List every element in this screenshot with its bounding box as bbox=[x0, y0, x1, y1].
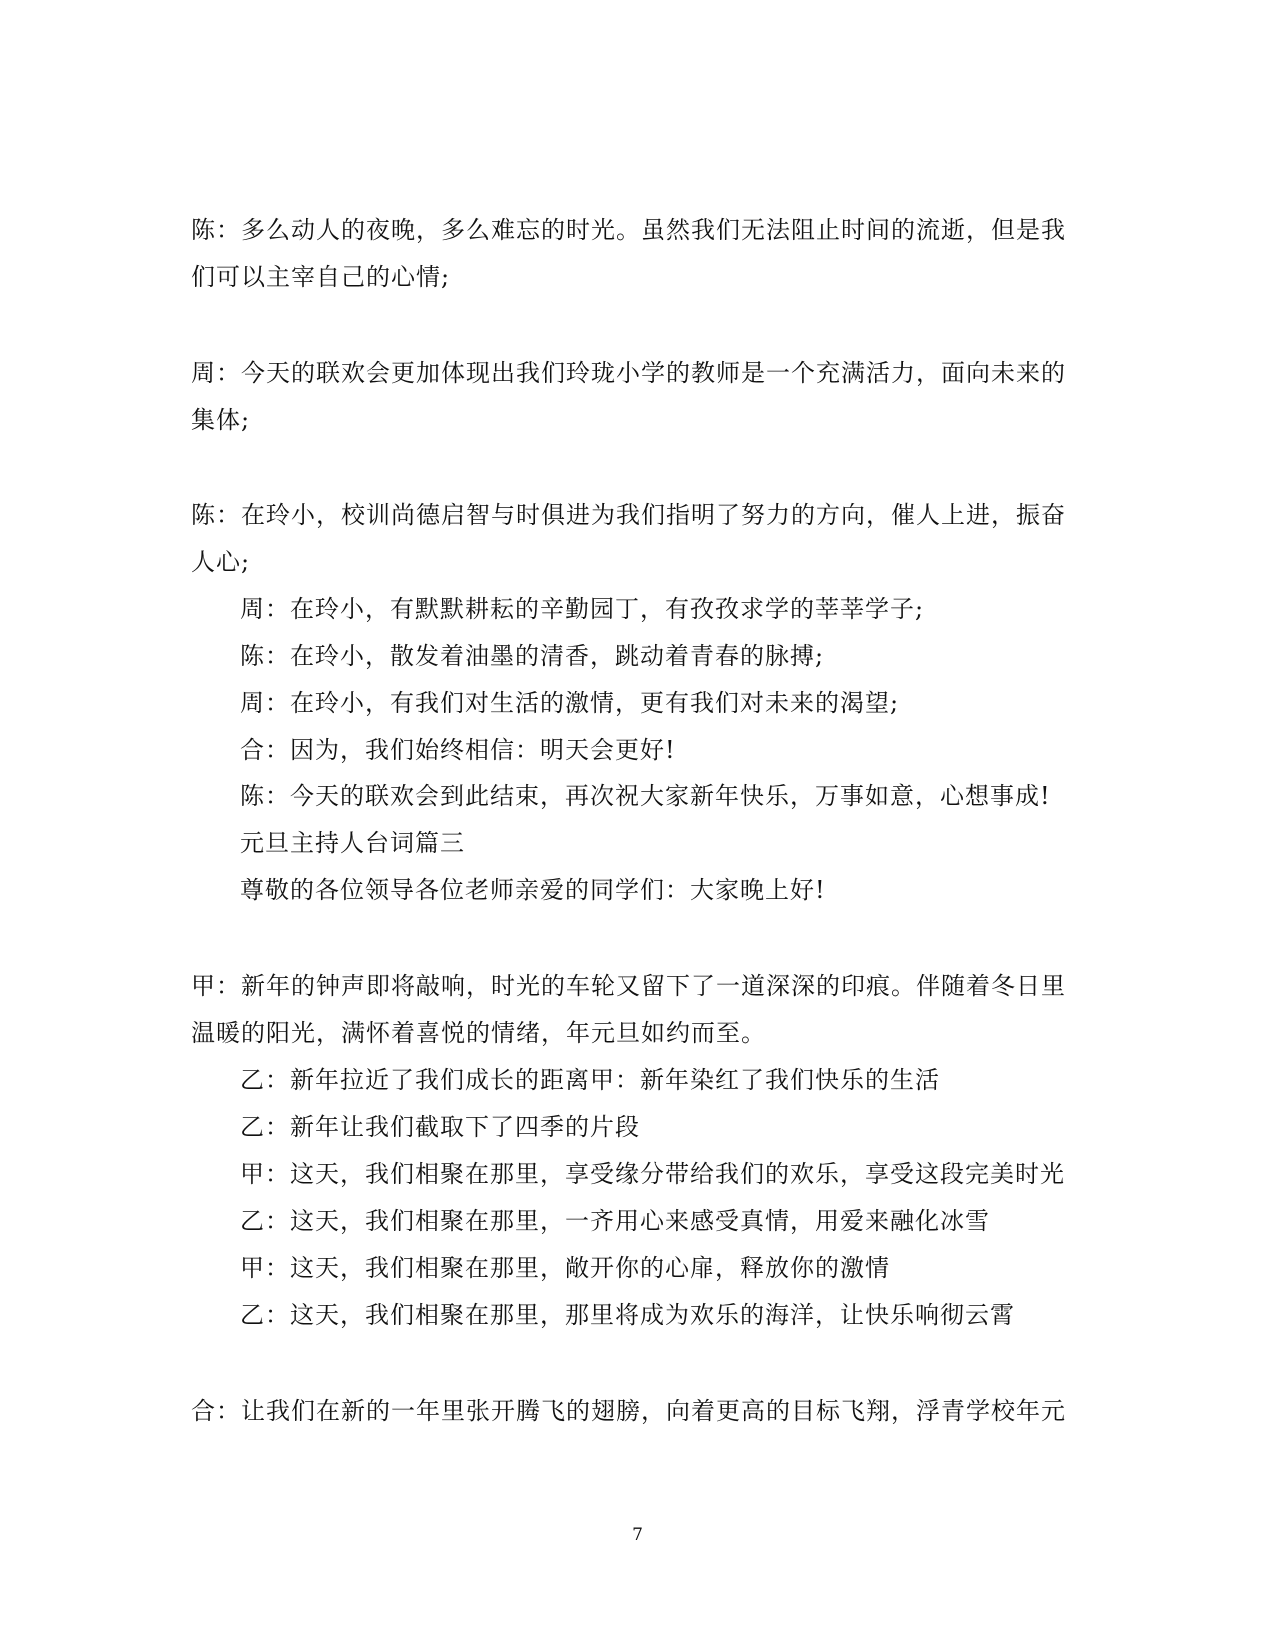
paragraph-line: 乙：新年让我们截取下了四季的片段 bbox=[240, 1113, 640, 1141]
paragraph-line: 集体; bbox=[191, 406, 251, 434]
paragraph-line: 合：因为，我们始终相信：明天会更好! bbox=[240, 736, 676, 764]
paragraph-line: 人心; bbox=[191, 548, 251, 576]
paragraph-line: 甲：新年的钟声即将敲响，时光的车轮又留下了一道深深的印痕。伴随着冬日里 bbox=[191, 972, 1066, 1000]
paragraph-line: 甲：这天，我们相聚在那里，享受缘分带给我们的欢乐，享受这段完美时光 bbox=[240, 1160, 1065, 1188]
paragraph-line: 周：今天的联欢会更加体现出我们玲珑小学的教师是一个充满活力，面向未来的 bbox=[191, 359, 1066, 387]
paragraph-line: 陈：多么动人的夜晚，多么难忘的时光。虽然我们无法阻止时间的流逝，但是我 bbox=[191, 216, 1066, 244]
paragraph-line: 乙：新年拉近了我们成长的距离甲：新年染红了我们快乐的生活 bbox=[240, 1066, 940, 1094]
paragraph-line: 合：让我们在新的一年里张开腾飞的翅膀，向着更高的目标飞翔，浮青学校年元 bbox=[191, 1397, 1066, 1425]
paragraph-line: 陈：在玲小，校训尚德启智与时俱进为我们指明了努力的方向，催人上进，振奋 bbox=[191, 501, 1066, 529]
paragraph-line: 乙：这天，我们相聚在那里，一齐用心来感受真情，用爱来融化冰雪 bbox=[240, 1207, 990, 1235]
paragraph-line: 尊敬的各位领导各位老师亲爱的同学们：大家晚上好! bbox=[240, 876, 826, 904]
paragraph-line: 乙：这天，我们相聚在那里，那里将成为欢乐的海洋，让快乐响彻云霄 bbox=[240, 1301, 1015, 1329]
paragraph-line: 温暖的阳光，满怀着喜悦的情绪，年元旦如约而至。 bbox=[191, 1019, 766, 1047]
paragraph-line: 陈：今天的联欢会到此结束，再次祝大家新年快乐，万事如意，心想事成! bbox=[240, 782, 1051, 810]
paragraph-line: 陈：在玲小，散发着油墨的清香，跳动着青春的脉搏; bbox=[240, 642, 825, 670]
page-number: 7 bbox=[632, 1525, 643, 1545]
section-heading: 元旦主持人台词篇三 bbox=[240, 829, 465, 857]
paragraph-line: 们可以主宰自己的心情; bbox=[191, 263, 451, 291]
paragraph-line: 甲：这天，我们相聚在那里，敞开你的心扉，释放你的激情 bbox=[240, 1254, 890, 1282]
paragraph-line: 周：在玲小，有默默耕耘的辛勤园丁，有孜孜求学的莘莘学子; bbox=[240, 595, 925, 623]
paragraph-line: 周：在玲小，有我们对生活的激情，更有我们对未来的渴望; bbox=[240, 689, 900, 717]
